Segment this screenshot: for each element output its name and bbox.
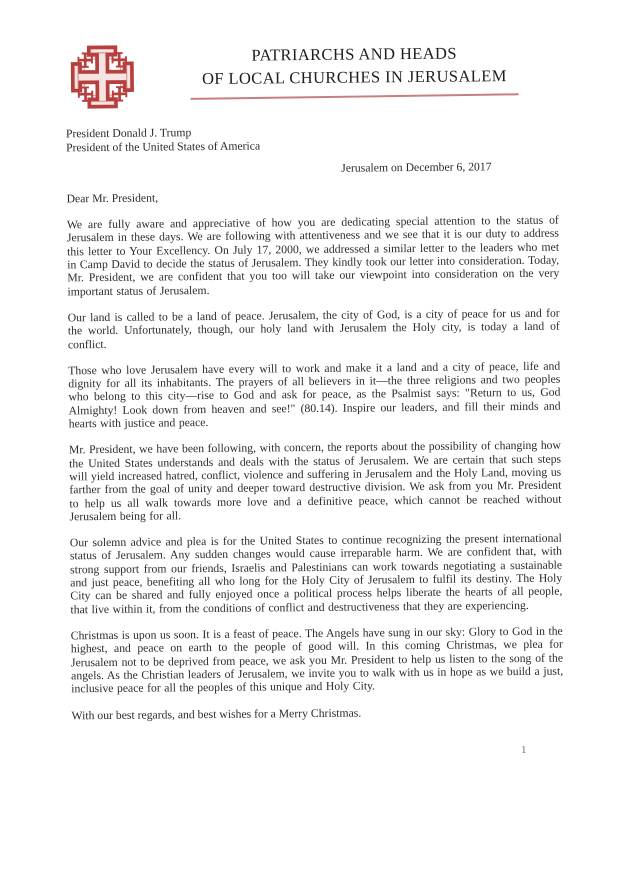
- closing-line: With our best regards, and best wishes for a Merry Christmas.: [71, 706, 362, 723]
- letter-paragraph: Christmas is upon us soon. It is a feast of peace. The Angels have sung in our sky: Glory to God in the highest, and peace on earth to the people of good will. In this coming Christmas, we plea for Jerusalem not to be deprived from peace, we ask you Mr. President to help us listen to the song of the angels. As the Christian leaders of Jerusalem, we invite you to walk with us in hope as we build a just, inclusive peace for all the peoples of this unique and Holy City.: [70, 624, 564, 696]
- letter-paragraph: We are fully aware and appreciative of how you are dedicating special attention to the status of Jerusalem in these days. We are following with attentiveness and we see that it is our duty to address this letter to Your Excellency. On July 17, 2000, we addressed a similar letter to the leaders who met in Camp David to decide the status of Jerusalem. They kindly took our letter into consideration. Today, Mr. President, we are confident that you too will take our viewpoint into consideration on the very important status of Jerusalem.: [66, 213, 560, 299]
- letter-body: [67, 214, 564, 696]
- letter-paragraph: Our land is called to be a land of peace. Jerusalem, the city of God, is a city of peace for us and for the world. Unfortunately, though, our holy land with Jerusalem the Holy city, is today a land of conflict.: [67, 306, 560, 351]
- letter-paragraph: Mr. President, we have been following, with concern, the reports about the possibility of changing how the United States understands and deals with the status of Jerusalem. We are certain that such steps will yield increased hatred, conflict, violence and suffering in Jerusalem and the Holy Land, moving us farther from the goal of unity and deeper toward destructive division. We ask from you Mr. President to help us all walk towards more love and a definitive peace, which cannot be reached without Jerusalem being for all.: [68, 438, 562, 524]
- page-number: 1: [521, 744, 527, 756]
- letter-paragraph: Those who love Jerusalem have every will to work and make it a land and a city of peace, life and dignity for all its inhabitants. The prayers of all believers in it—the three religions and two peoples who belong to this city—rise to God and ask for peace, as the Psalmist says: "Return to us, God Almighty! Look down from heaven and see!" (80.14). Inspire our leaders, and fill their minds and hearts with justice and peace.: [68, 359, 561, 431]
- recipient-name: President Donald J. Trump: [65, 126, 192, 141]
- letter-content: [65, 34, 564, 723]
- header-rule: [191, 93, 519, 99]
- dateline: Jerusalem on December 6, 2017: [341, 160, 492, 175]
- recipient-title: President of the United States of America: [65, 139, 261, 154]
- org-title-line2: OF LOCAL CHURCHES IN JERUSALEM: [201, 66, 507, 89]
- org-title-line1: PATRIARCHS AND HEADS: [251, 43, 457, 65]
- salutation: Dear Mr. President,: [66, 191, 159, 206]
- recipient-block: [66, 123, 558, 155]
- letterhead: [65, 34, 558, 113]
- org-title: [151, 34, 558, 99]
- letter-paragraph: Our solemn advice and plea is for the United States to continue recognizing the present international status of Jerusalem. Any sudden changes would cause irreparable harm. We are confident that, with strong support from our friends, Israelis and Palestinians can work towards negotiating a sustainable and just peace, benefiting all who long for the Holy City of Jerusalem to fulfil its destiny. The Holy City can be shared and fully enjoyed once a political process helps liberate the hearts of all people, that live within it, from the conditions of conflict and destructiveness that they are experiencing.: [69, 531, 563, 616]
- jerusalem-cross-icon: [65, 40, 140, 115]
